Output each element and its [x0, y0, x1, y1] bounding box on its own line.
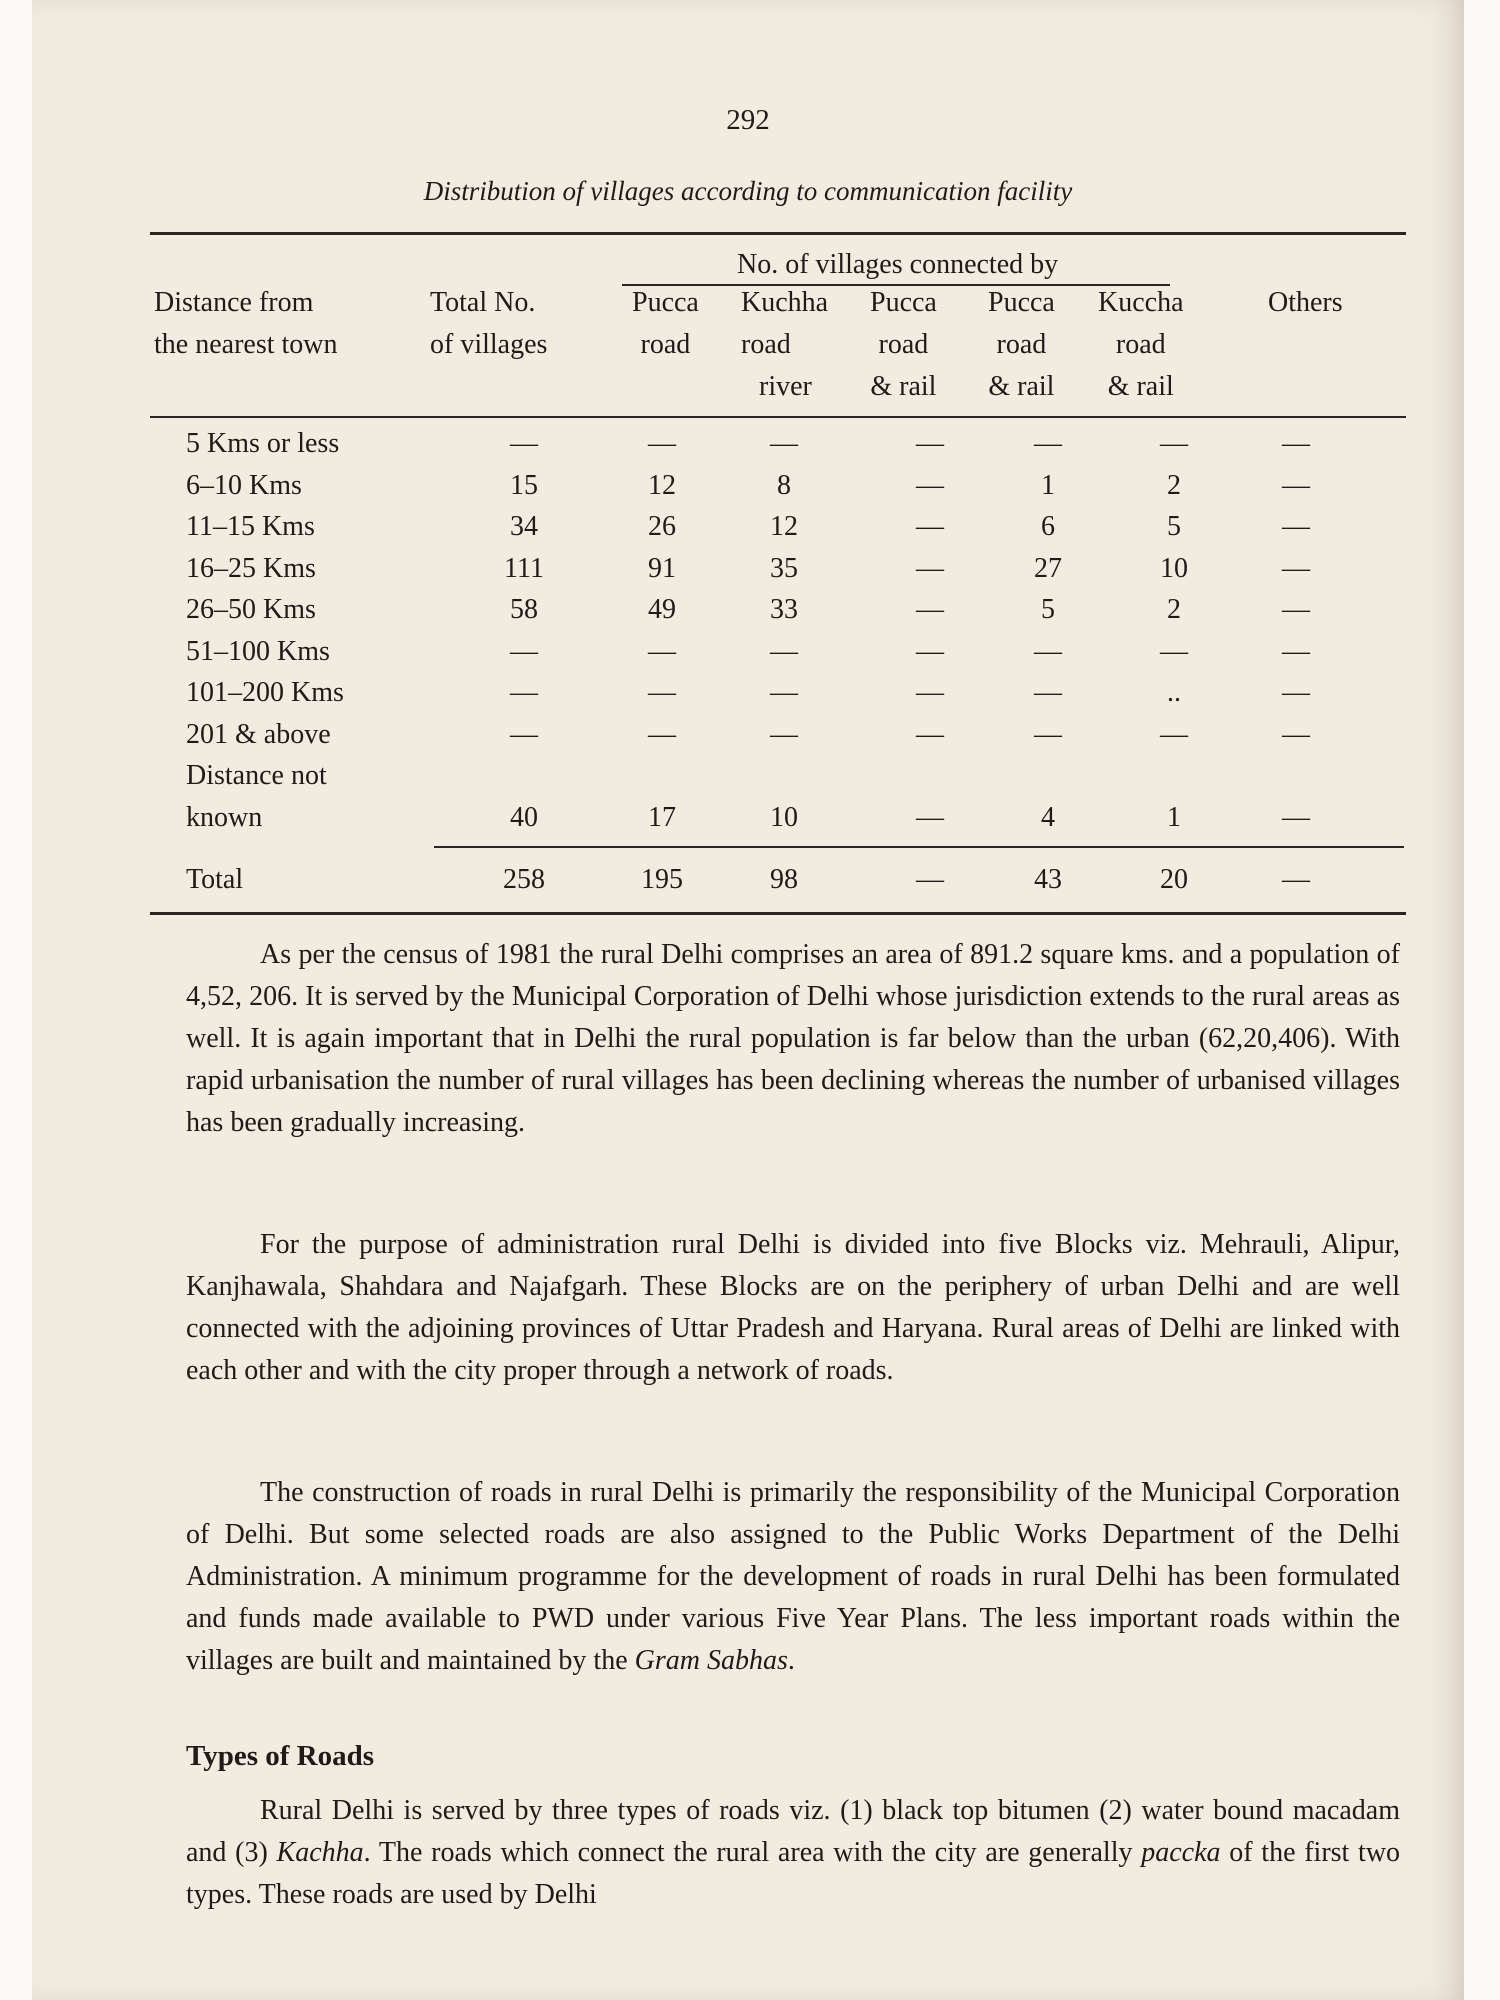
row-label: 101–200 Kms	[186, 677, 344, 708]
table-cell: —	[916, 635, 944, 667]
table-cell: —	[648, 635, 676, 667]
col-header-pucca-road: Pucca road	[632, 287, 699, 360]
table-cell: —	[1034, 428, 1062, 459]
table-cell: 6	[1041, 511, 1055, 542]
table-cell: 91	[648, 552, 676, 584]
col-header-distance: Distance from the nearest town	[154, 287, 338, 360]
row-label: 26–50 Kms	[186, 594, 316, 625]
table-cell: 8	[777, 469, 791, 501]
paragraph-construction: The construction of roads in rural Delhi is primarily the responsibility of the Municipal Corporation of Delhi. But some selected roads are also assigned to the Public Works Department of the Delhi Administration. A minimum programme for the development of roads in rural Delhi has been formulated and funds made available to PWD under various Five Year Plans. The less important roads within the villages are built and maintained by the Gram Sabhas.	[186, 1477, 1400, 1676]
row-label: 51–100 Kms	[186, 635, 330, 667]
table-cell: 5	[1041, 594, 1055, 625]
col-header-pucca-road-rail-2: Pucca road & rail	[988, 287, 1055, 402]
table-cell: 17	[648, 801, 676, 833]
total-cell: —	[1282, 864, 1310, 895]
row-label: 5 Kms or less	[186, 428, 340, 459]
table-cell: —	[1282, 801, 1310, 833]
table-cell: 35	[770, 552, 798, 584]
col-header-kuchha-road-river: Kuchha road river	[741, 287, 829, 402]
page-number: 292	[726, 104, 770, 136]
table-cell: 2	[1167, 469, 1181, 501]
table-cell: —	[916, 511, 944, 542]
table-cell: 12	[648, 469, 676, 501]
total-cell: 43	[1034, 864, 1062, 895]
table-cell: —	[1034, 635, 1062, 667]
table-cell: 10	[1160, 552, 1188, 584]
table-cell: —	[1282, 428, 1310, 459]
total-cell: 98	[770, 864, 798, 895]
table-title: Distribution of villages according to communication facility	[423, 176, 1073, 206]
table-cell: 26	[648, 511, 676, 542]
row-label: 16–25 Kms	[186, 552, 316, 584]
table-cell: —	[916, 428, 944, 459]
table-cell: —	[1282, 718, 1310, 750]
table-cell: —	[648, 677, 676, 708]
table-cell: —	[510, 718, 538, 750]
table-top-rule	[150, 232, 1406, 235]
table-bottom-rule	[150, 912, 1406, 915]
table-cell: —	[510, 635, 538, 667]
table-cell: —	[1282, 552, 1310, 584]
table-cell: —	[916, 469, 944, 501]
table-cell: —	[916, 677, 944, 708]
col-header-total: Total No. of villages	[430, 287, 548, 360]
table-cell: 10	[770, 801, 798, 833]
table-cell: —	[916, 552, 944, 584]
row-label: 6–10 Kms	[186, 469, 302, 501]
table-cell: —	[1282, 677, 1310, 708]
total-cell: 20	[1160, 864, 1188, 895]
paragraph-census: As per the census of 1981 the rural Delhi comprises an area of 891.2 square kms. and a population of 4,52, 206. It is served by the Municipal Corporation of Delhi whose jurisdiction extends to the rural areas as well. It is again important that in Delhi the rural population is far below than the urban (62,20,406). With rapid urbanisation the number of rural villages has been declining whereas the number of urbanised villages has been gradually increasing.	[186, 939, 1400, 1138]
col-header-pucca-road-rail-1: Pucca road & rail	[870, 287, 937, 402]
table-cell: —	[1160, 635, 1188, 667]
table-cell: 49	[648, 594, 676, 625]
table-cell: 33	[770, 594, 798, 625]
row-label: known	[186, 801, 263, 833]
table-cell: —	[1034, 677, 1062, 708]
table-cell: 1	[1167, 801, 1181, 833]
table-cell: —	[1282, 635, 1310, 667]
table-cell: —	[1160, 428, 1188, 459]
table-cell: 5	[1167, 511, 1181, 542]
col-header-others: Others	[1268, 287, 1343, 318]
total-cell: —	[916, 864, 944, 895]
table-cell: —	[1034, 718, 1062, 750]
table-cell: 40	[510, 801, 538, 833]
table-cell: —	[770, 428, 798, 459]
paragraph-types-of-roads: Rural Delhi is served by three types of roads viz. (1) black top bitumen (2) water bound macadam and (3) Kachha. The roads which connect the rural area with the city are generally paccka of the first two types. These roads are used by Delhi	[186, 1795, 1401, 1910]
group-header: No. of villages connected by	[737, 249, 1059, 280]
total-cell: 195	[641, 864, 683, 895]
table-cell: ..	[1167, 677, 1181, 708]
table-cell: 58	[510, 594, 538, 625]
row-label: 201 & above	[186, 718, 331, 750]
table-cell: —	[648, 428, 676, 459]
table-cell: 1	[1041, 469, 1055, 501]
table-cell: 34	[510, 511, 538, 542]
total-top-rule	[434, 846, 1404, 848]
section-heading-types-of-roads: Types of Roads	[186, 1740, 374, 1772]
header-bottom-rule	[150, 416, 1406, 418]
row-label: Distance not	[186, 760, 327, 791]
table-cell: 111	[504, 552, 544, 584]
row-label: 11–15 Kms	[186, 511, 315, 542]
table-cell: 2	[1167, 594, 1181, 625]
table-cell: —	[916, 594, 944, 625]
table-cell: —	[1282, 469, 1310, 501]
table-cell: —	[1282, 511, 1310, 542]
total-cell: 258	[503, 864, 545, 895]
paragraph-administration: For the purpose of administration rural Delhi is divided into five Blocks viz. Mehrauli, Alipur, Kanjhawala, Shahdara and Najafgarh. These Blocks are on the periphery of urban Delhi and are well connected with the adjoining provinces of Uttar Pradesh and Haryana. Rural areas of Delhi are linked with each other and with the city proper through a network of roads.	[186, 1229, 1400, 1386]
total-label: Total	[186, 864, 244, 895]
table-cell: 27	[1034, 552, 1062, 584]
table-cell: —	[770, 677, 798, 708]
table-cell: 4	[1041, 801, 1055, 833]
table-cell: —	[510, 428, 538, 459]
table-cell: —	[648, 718, 676, 750]
table-cell: —	[1160, 718, 1188, 750]
table-cell: 12	[770, 511, 798, 542]
table-cell: —	[1282, 594, 1310, 625]
table-cell: —	[510, 677, 538, 708]
table-cell: —	[770, 635, 798, 667]
col-header-kuccha-road-rail: Kuccha road & rail	[1098, 287, 1184, 402]
page	[32, 0, 1464, 2000]
table-cell: 15	[510, 469, 538, 501]
table-cell: —	[770, 718, 798, 750]
table-cell: —	[916, 801, 944, 833]
table-cell: —	[916, 718, 944, 750]
